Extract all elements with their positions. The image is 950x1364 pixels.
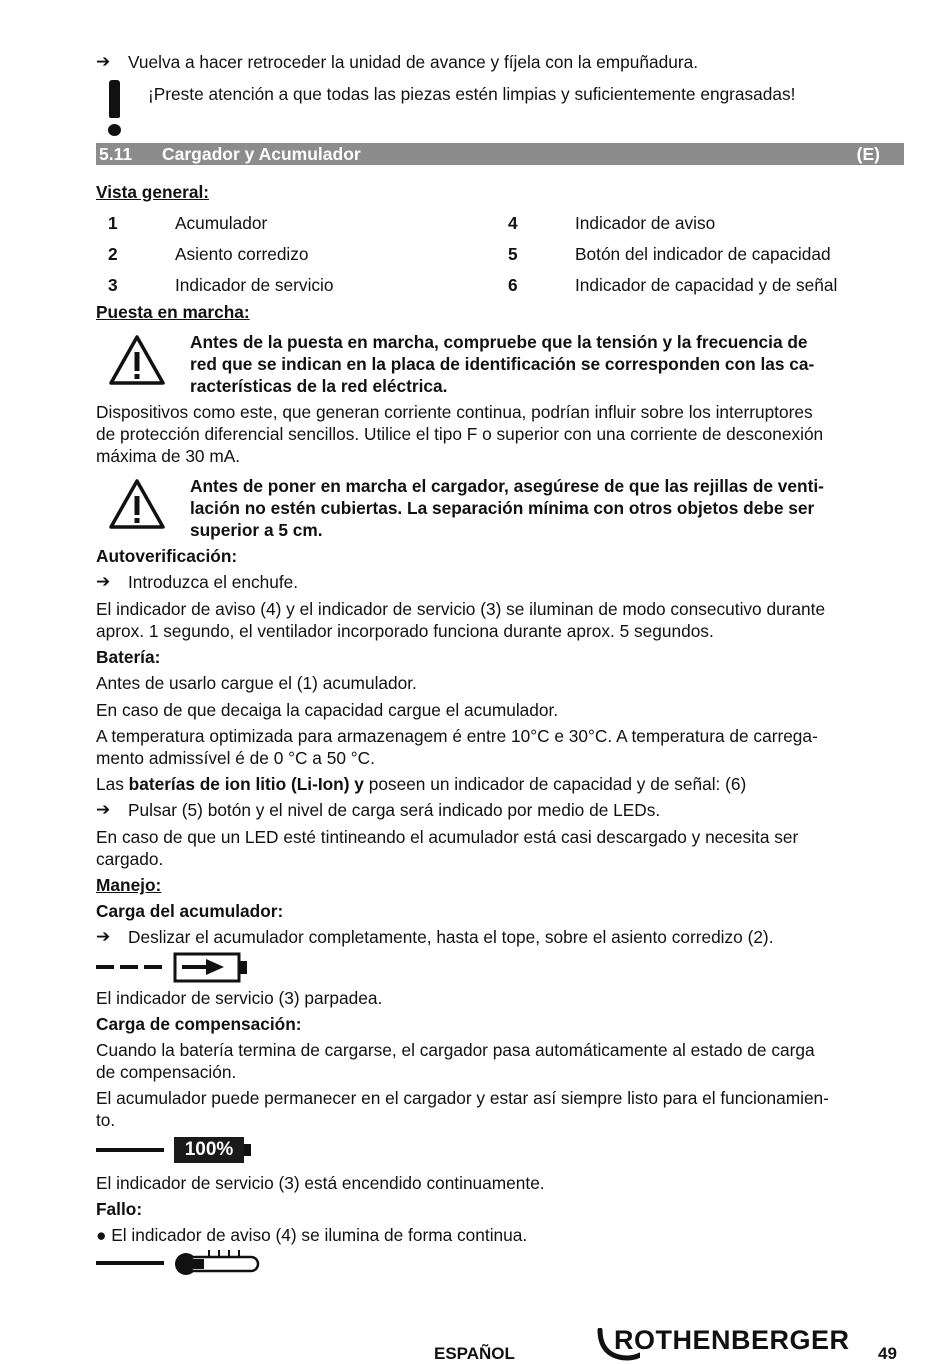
paragraph-line: aprox. 1 segundo, el ventilador incorporado funciona durante aprox. 5 segundos. bbox=[96, 621, 714, 641]
item-label: Indicador de servicio bbox=[175, 275, 334, 295]
warning-2 bbox=[190, 475, 880, 541]
paragraph-line: to. bbox=[96, 1110, 116, 1130]
fault-heading: Fallo: bbox=[96, 1199, 143, 1219]
paragraph-line: de compensación. bbox=[96, 1062, 237, 1082]
charge-note: El indicador de servicio (3) parpadea. bbox=[96, 988, 383, 1008]
liion-paragraph bbox=[96, 773, 896, 795]
item-label: Botón del indicador de capacidad bbox=[575, 244, 831, 264]
footer-language: ESPAÑOL bbox=[434, 1344, 515, 1363]
battery-full-icon: 100% bbox=[174, 1137, 244, 1163]
section-language: (E) bbox=[856, 144, 880, 164]
charge-step: Deslizar el acumulador completamente, hasta el tope, sobre el asiento corredizo (2). bbox=[128, 927, 774, 947]
paragraph-line: mento admissível é de 0 °C a 50 °C. bbox=[96, 748, 375, 768]
section-title: Cargador y Acumulador bbox=[162, 144, 361, 164]
paragraph-line: Cuando la batería termina de cargarse, el cargador pasa automáticamente al estado de carga bbox=[96, 1040, 815, 1060]
warning-line: superior a 5 cm. bbox=[190, 520, 323, 540]
item-number: 5 bbox=[508, 244, 518, 264]
led-paragraph bbox=[96, 826, 896, 870]
paragraph-line: cargado. bbox=[96, 849, 164, 869]
liion-bold: baterías de ion litio (Li-Ion) y bbox=[128, 774, 364, 794]
arrow-right-icon: ➔ bbox=[96, 800, 111, 819]
exclamation-icon bbox=[104, 80, 124, 136]
item-number: 2 bbox=[108, 244, 118, 264]
paragraph-line: El acumulador puede permanecer en el cargador y estar así siempre listo para el funcionamien- bbox=[96, 1088, 829, 1108]
item-label: Indicador de aviso bbox=[575, 213, 716, 233]
intro-instruction: Vuelva a hacer retroceder la unidad de avance y fíjela con la empuñadura. bbox=[128, 52, 699, 72]
item-number: 3 bbox=[108, 275, 118, 295]
full-line bbox=[96, 1148, 164, 1152]
handling-heading: Manejo: bbox=[96, 875, 162, 895]
warning-line: red que se indican en la placa de identificación se corresponden con las ca- bbox=[190, 354, 815, 374]
paragraph-line: de protección diferencial sencillos. Utilice el tipo F o superior con una corriente de desconexión bbox=[96, 424, 824, 444]
overview-heading: Vista general: bbox=[96, 182, 210, 202]
page-number: 49 bbox=[878, 1344, 897, 1363]
paragraph-line: máxima de 30 mA. bbox=[96, 446, 241, 466]
arrow-right-icon: ➔ bbox=[96, 927, 111, 946]
fault-line: ● El indicador de aviso (4) se ilumina de forma continua. bbox=[96, 1225, 528, 1245]
rcd-paragraph bbox=[96, 401, 896, 467]
item-label: Acumulador bbox=[175, 213, 268, 233]
item-number: 4 bbox=[508, 213, 518, 233]
selfcheck-step: Introduzca el enchufe. bbox=[128, 572, 299, 592]
warning-line: Antes de poner en marcha el cargador, asegúrese de que las rejillas de venti- bbox=[190, 476, 824, 496]
battery-step: Pulsar (5) botón y el nivel de carga será indicado por medio de LEDs. bbox=[128, 800, 661, 820]
warning-line: Antes de la puesta en marcha, compruebe que la tensión y la frecuencia de bbox=[190, 332, 808, 352]
warning-line: racterísticas de la red eléctrica. bbox=[190, 376, 448, 396]
battery-heading: Batería: bbox=[96, 647, 161, 667]
paragraph-line: Dispositivos como este, que generan corriente continua, podrían influir sobre los interruptores bbox=[96, 402, 813, 422]
battery-charging-icon bbox=[96, 951, 256, 985]
section-number: 5.11 bbox=[99, 144, 133, 164]
liion-pre: Las bbox=[96, 774, 129, 794]
warning-1 bbox=[190, 331, 880, 397]
brand-logo: ROTHENBERGER bbox=[614, 1325, 850, 1355]
compensation-paragraph-1 bbox=[96, 1039, 896, 1083]
thermometer-icon bbox=[96, 1248, 264, 1278]
charge-heading: Carga del acumulador: bbox=[96, 901, 284, 921]
compensation-heading: Carga de compensación: bbox=[96, 1014, 302, 1034]
selfcheck-heading: Autoverificación: bbox=[96, 546, 238, 566]
paragraph-line: A temperatura optimizada para armazenagem é entre 10°C e 30°C. A temperatura de carrega- bbox=[96, 726, 818, 746]
item-number: 6 bbox=[508, 275, 518, 295]
warning-triangle-icon bbox=[108, 334, 166, 386]
startup-heading: Puesta en marcha: bbox=[96, 302, 250, 322]
battery-line-1: Antes de usarlo cargue el (1) acumulador. bbox=[96, 673, 417, 693]
item-label: Indicador de capacidad y de señal bbox=[575, 275, 838, 295]
selfcheck-paragraph bbox=[96, 598, 896, 642]
paragraph-line: El indicador de aviso (4) y el indicador de servicio (3) se iluminan de modo consecutivo durante bbox=[96, 599, 826, 619]
item-number: 1 bbox=[108, 213, 118, 233]
arrow-right-icon: ➔ bbox=[96, 52, 111, 71]
liion-post: poseen un indicador de capacidad y de señal: (6) bbox=[363, 774, 747, 794]
attention-text: ¡Preste atención a que todas las piezas estén limpias y suficientemente engrasadas! bbox=[148, 84, 796, 104]
paragraph-line: En caso de que un LED esté tintineando el acumulador está casi descargado y necesita ser bbox=[96, 827, 799, 847]
warning-line: lación no estén cubiertas. La separación mínima con otros objetos debe ser bbox=[190, 498, 815, 518]
temperature-paragraph bbox=[96, 725, 896, 769]
compensation-paragraph-2 bbox=[96, 1087, 896, 1131]
battery-line-2: En caso de que decaiga la capacidad cargue el acumulador. bbox=[96, 700, 559, 720]
arrow-right-icon: ➔ bbox=[96, 572, 111, 591]
battery-terminal bbox=[244, 1144, 251, 1156]
item-label: Asiento corredizo bbox=[175, 244, 309, 264]
compensation-note: El indicador de servicio (3) está encendido continuamente. bbox=[96, 1173, 545, 1193]
warning-triangle-icon bbox=[108, 478, 166, 530]
section-header bbox=[96, 143, 904, 165]
